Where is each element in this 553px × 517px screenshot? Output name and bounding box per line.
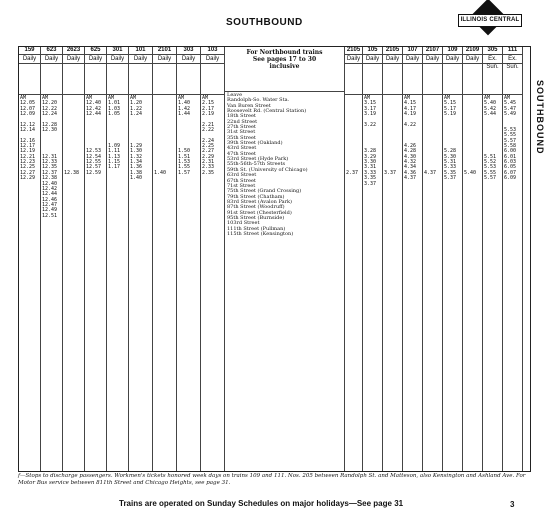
column-header-box	[85, 64, 106, 95]
train-number: 159	[19, 47, 40, 55]
train-times: AM 5.15 5.17 5.19 5.28 5.30 5.31 5.33 5.35 5.37	[444, 95, 457, 182]
train-number: 305	[483, 47, 502, 55]
station-column	[225, 47, 345, 471]
page-number: 3	[510, 500, 515, 509]
train-times: 3.37	[384, 169, 397, 176]
train-frequency: Ex. Sun.	[503, 55, 522, 64]
column-header-box	[443, 64, 462, 95]
train-times: AM 1.01 1.03 1.05 1.09 1.11 1.13 1.15 1.17	[108, 95, 121, 171]
column-header-box	[63, 64, 84, 95]
train-column-159	[19, 47, 41, 471]
train-frequency: Daily	[403, 55, 422, 64]
train-frequency: Daily	[107, 55, 128, 64]
column-header-box	[107, 64, 128, 95]
train-column-2107	[423, 47, 443, 471]
train-frequency: Daily	[346, 56, 361, 62]
train-frequency: Daily	[443, 55, 462, 64]
train-column-109	[443, 47, 463, 471]
train-column-2105	[383, 47, 403, 471]
train-times: AM 4.15 4.17 4.19 4.22 4.26 4.28 4.30 4.32 4.34 4.36 4.37	[404, 95, 417, 182]
column-header-box	[129, 64, 152, 95]
train-number: 303	[177, 47, 200, 55]
train-times: AM 5.45 5.47 5.49 5.53 5.55 5.57 5.58 6.00 6.01 6.03 6.05 6.07 6.09	[504, 95, 517, 182]
train-column-301	[107, 47, 129, 471]
train-number: 101	[129, 47, 152, 55]
column-header-box	[363, 64, 382, 95]
column-header-box	[345, 64, 362, 95]
train-times: 5.40	[464, 169, 477, 176]
train-frequency: Daily	[383, 55, 402, 64]
train-times: AM 3.15 3.17 3.19 3.22 3.28 3.29 3.30 3.31 3.33 3.35 3.37	[364, 95, 377, 187]
train-frequency: Daily	[463, 55, 482, 64]
train-frequency: Daily	[19, 55, 40, 64]
train-number: 2623	[63, 47, 84, 55]
train-number: 623	[41, 47, 62, 55]
train-column-107	[403, 47, 423, 471]
train-number: 625	[85, 47, 106, 55]
illinois-central-logo	[458, 6, 522, 36]
train-times: 2.37	[346, 169, 359, 176]
column-header-box	[463, 64, 482, 95]
train-frequency: Ex. Sun.	[483, 55, 502, 64]
station-header: For Northbound trains See pages 17 to 30 inclusive	[225, 47, 344, 92]
train-column-625	[85, 47, 107, 471]
train-column-103	[201, 47, 225, 471]
train-frequency: Daily	[153, 55, 176, 64]
train-frequency: Daily	[423, 55, 442, 64]
column-header-box	[153, 64, 176, 95]
train-number: 111	[503, 47, 522, 55]
column-header-box	[403, 64, 422, 95]
train-column-2105	[345, 47, 363, 471]
train-times: AM 1.40 1.42 1.44 1.50 1.51 1.53 1.55 1.57	[178, 95, 191, 176]
train-times: AM 2.15 2.17 2.19 2.21 2.22 2.24 2.25 2.27 2.29 2.31 2.33 2.35	[202, 95, 215, 176]
train-number: 2101	[153, 47, 176, 55]
train-times: AM 1.20 1.22 1.24 1.29 1.30 1.32 1.34 1.36 1.38 1.40	[130, 95, 143, 182]
train-column-305	[483, 47, 503, 471]
train-number: 109	[443, 47, 462, 55]
train-column-303	[177, 47, 201, 471]
train-frequency: Daily	[363, 55, 382, 64]
train-frequency: Daily	[63, 55, 84, 64]
train-column-105	[363, 47, 383, 471]
train-column-111	[503, 47, 523, 471]
train-column-623	[41, 47, 63, 471]
side-label: SOUTHBOUND	[535, 80, 545, 155]
timetable-grid	[18, 46, 531, 472]
train-frequency: Daily	[85, 55, 106, 64]
train-frequency: Daily	[41, 55, 62, 64]
train-times: AM 5.40 5.42 5.44 5.51 5.52 5.53 5.55 5.57	[484, 95, 497, 182]
train-times: AM 12.40 12.42 12.44 12.53 12.54 12.55 12.57 12.59	[86, 95, 102, 176]
train-column-101	[129, 47, 153, 471]
column-header-box	[177, 64, 200, 95]
train-times: 4.37	[424, 169, 437, 176]
holiday-note: Trains are operated on Sunday Schedules on major holidays—See page 31	[119, 499, 404, 508]
train-number: 105	[363, 47, 382, 55]
train-times: 1.40	[154, 169, 167, 176]
train-frequency: Daily	[201, 55, 224, 64]
train-number: 301	[107, 47, 128, 55]
logo-text: ILLINOIS CENTRAL	[458, 14, 522, 27]
column-header-box	[383, 64, 402, 95]
column-header-box	[41, 64, 62, 95]
train-frequency: Daily	[177, 55, 200, 64]
train-number: 103	[201, 47, 224, 55]
train-number: 2107	[423, 47, 442, 55]
train-frequency: Daily	[129, 55, 152, 64]
column-header-box	[423, 64, 442, 95]
column-header-box	[19, 64, 40, 95]
column-header-box	[201, 64, 224, 95]
train-number: 107	[403, 47, 422, 55]
train-times: 12.38	[64, 169, 80, 176]
train-times: AM 12.20 12.22 12.24 12.28 12.30 12.31 12.33 12.35 12.37 12.38 12.40 12.42 12.44 12.46 12.47 12.49 12.51	[42, 95, 58, 219]
train-times: AM 12.05 12.07 12.09 12.12 12.14 12.16 12.17 12.19 12.21 12.23 12.25 12.27 12.29	[20, 95, 36, 182]
station-list: Leave Randolph-So. Water Sta. Van Buren Street Roosevelt Rd. (Central Station) 18th Street 22nd Street 27th Street 31st Street 35th Street 39th Street (Oakland) 43rd Street 47th Street 53rd Street (Hyde Park) 55th-56th-57th Streets 59th St. (University of Chicago) 63rd Street 67th Street 71st Street 75th Street (Grand Crossing) 79th Street (Chatham) 83rd Street (Avalon Park) 87th Street (Woodruff) 91st Street (Chesterfield) 95th Street (Burnside) 103rd Street 111th Street (Pullman) 115th Street (Kensington)	[227, 92, 308, 237]
train-column-2101	[153, 47, 177, 471]
page-title: SOUTHBOUND	[226, 17, 303, 28]
train-number: 2109	[463, 47, 482, 55]
train-column-2109	[463, 47, 483, 471]
train-number: 2105	[383, 47, 402, 55]
footnote: f—Stops to discharge passengers. Workmen's tickets honored week days on trains 109 and 111. Nos. 205 between Randolph St. and Matteson, also Kensington and Ashland Ave. For Motor Bus service between 811th Street and Chicago Heights, see page 31.	[18, 473, 526, 486]
train-column-2623	[63, 47, 85, 471]
train-number: 2105	[346, 47, 361, 53]
